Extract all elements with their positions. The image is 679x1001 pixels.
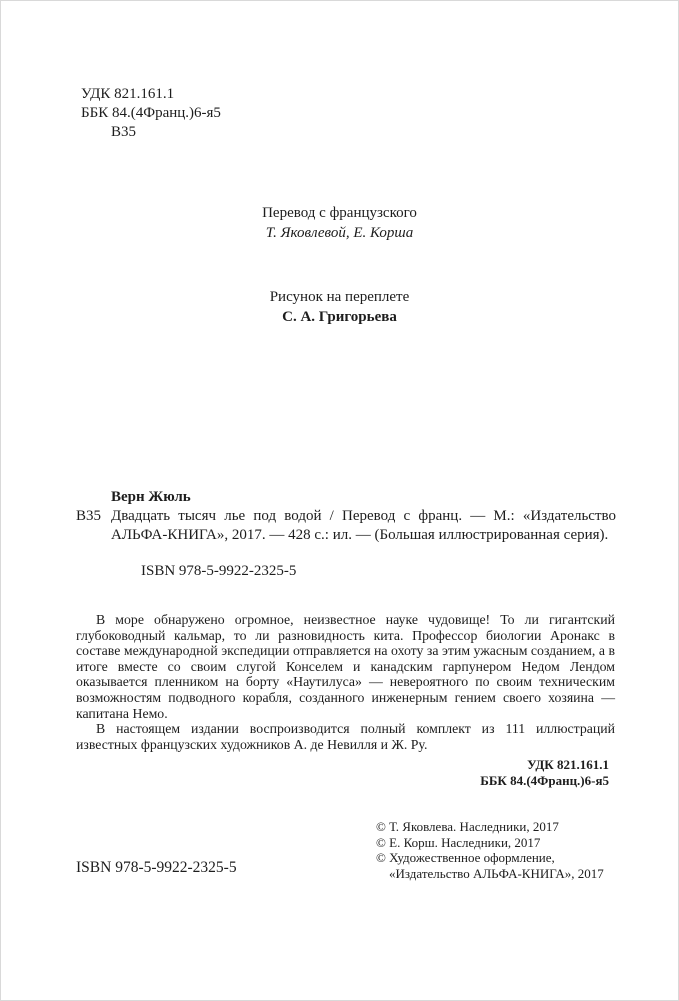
copyright-line: © Е. Корш. Наследники, 2017 <box>376 834 541 850</box>
isbn-bottom: ISBN 978-5-9922-2325-5 <box>76 859 237 876</box>
classification-codes-top <box>81 85 221 142</box>
translation-heading: Перевод с французского <box>262 205 417 221</box>
catalog-author: Верн Жюль <box>111 489 191 505</box>
catalog-entry-row <box>76 507 616 545</box>
author-sign-top: В35 <box>111 124 137 140</box>
cover-art-heading: Рисунок на переплете <box>269 289 410 305</box>
annotation-paragraph-2: В настоящем издании воспроизводится полный комплект из 111 иллюстраций известных французских художников А. де Невилля и Ж. Ру. <box>76 721 615 752</box>
catalog-entry-text: Двадцать тысяч лье под водой / Перевод с франц. — М.: «Издательство АЛЬФА-КНИГА», 2017. — 428 с.: ил. — (Большая иллюстрированная серия). <box>111 508 616 543</box>
translators-names: Т. Яковлевой, Е. Корша <box>265 225 414 241</box>
copyright-block <box>376 819 604 881</box>
cover-artist-name: С. А. Григорьева <box>282 309 397 325</box>
catalog-card <box>76 488 616 581</box>
annotation <box>76 612 615 752</box>
translation-credit <box>1 203 678 243</box>
udk-code-top: УДК 821.161.1 <box>81 86 175 102</box>
catalog-author-sign: В35 <box>76 508 102 524</box>
copyright-line: «Издательство АЛЬФА-КНИГА», 2017 <box>389 865 604 881</box>
copyright-line: © Художественное оформление, <box>376 850 555 865</box>
classification-codes-bottom <box>480 757 609 789</box>
annotation-paragraph-1: В море обнаружено огромное, неизвестное науке чудовище! То ли гигантский глубоководный кальмар, то ли разновидность кита. Профессор биологии Аронакс в составе международной экспедиции отправляется на охоту за этим ужасным созданием, а в итоге вместе со своим слугой Конселем и канадским гарпунером Недом Лендом оказывается пленником на борту «Наутилуса» — невероятного по своим техническим возможностям подводного корабля, созданного инженерным гением своего хозяина — капитана Немо. <box>76 612 615 721</box>
cover-art-credit <box>1 287 678 327</box>
udk-code-bottom: УДК 821.161.1 <box>527 757 609 772</box>
catalog-isbn: ISBN 978-5-9922-2325-5 <box>141 563 297 579</box>
bbk-code-bottom: ББК 84.(4Франц.)6-я5 <box>480 773 609 788</box>
copyright-line: © Т. Яковлева. Наследники, 2017 <box>376 819 559 834</box>
bbk-code-top: ББК 84.(4Франц.)6-я5 <box>81 105 221 121</box>
